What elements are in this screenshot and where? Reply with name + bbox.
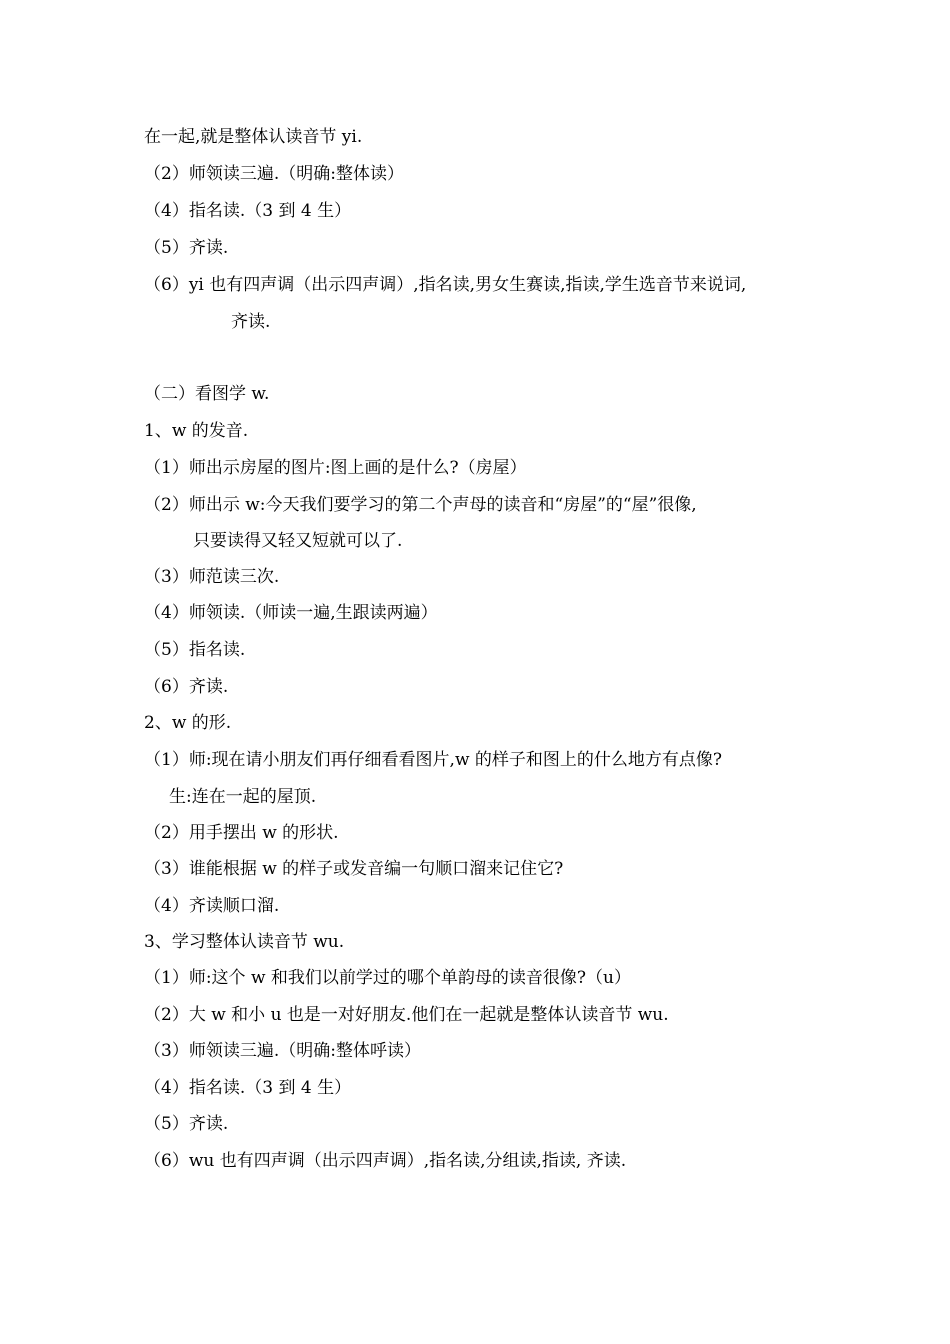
text-line: （4）指名读.（3 到 4 生） (144, 1078, 352, 1098)
text-line: （1）师出示房屋的图片:图上画的是什么?（房屋） (144, 458, 527, 478)
text-line: （3）师领读三遍.（明确:整体呼读） (144, 1041, 421, 1061)
text-line: 只要读得又轻又短就可以了. (193, 531, 403, 551)
text-line: （6）yi 也有四声调（出示四声调）,指名读,男女生赛读,指读,学生选音节来说词, (144, 275, 747, 295)
text-line: 生:连在一起的屋顶. (169, 787, 317, 807)
text-line: （5）指名读. (144, 640, 246, 660)
subsection-heading: 1、w 的发音. (144, 421, 249, 441)
text-line: （3）师范读三次. (144, 567, 280, 587)
text-line: （5）齐读. (144, 1114, 229, 1134)
section-heading: （二）看图学 w. (144, 384, 270, 404)
text-line: （4）师领读.（师读一遍,生跟读两遍） (144, 603, 438, 623)
subsection-heading: 3、学习整体认读音节 wu. (144, 932, 345, 952)
text-line: 在一起,就是整体认读音节 yi. (144, 127, 363, 147)
subsection-heading: 2、w 的形. (144, 713, 232, 733)
text-line: （5）齐读. (144, 238, 229, 258)
text-line: （2）用手摆出 w 的形状. (144, 823, 339, 843)
text-line: （2）大 w 和小 u 也是一对好朋友.他们在一起就是整体认读音节 wu. (144, 1005, 669, 1025)
text-line: （1）师:现在请小朋友们再仔细看看图片,w 的样子和图上的什么地方有点像? (144, 750, 723, 770)
text-line: （2）师领读三遍.（明确:整体读） (144, 164, 404, 184)
text-line: （1）师:这个 w 和我们以前学过的哪个单韵母的读音很像?（u） (144, 968, 631, 988)
text-line: （6）齐读. (144, 677, 229, 697)
text-line: （4）齐读顺口溜. (144, 896, 280, 916)
text-line: （6）wu 也有四声调（出示四声调）,指名读,分组读,指读, 齐读. (144, 1151, 627, 1171)
text-line: 齐读. (231, 312, 271, 332)
text-line: （4）指名读.（3 到 4 生） (144, 201, 352, 221)
text-line: （2）师出示 w:今天我们要学习的第二个声母的读音和“房屋”的“屋”很像, (144, 495, 697, 515)
text-line: （3）谁能根据 w 的样子或发音编一句顺口溜来记住它? (144, 859, 564, 879)
